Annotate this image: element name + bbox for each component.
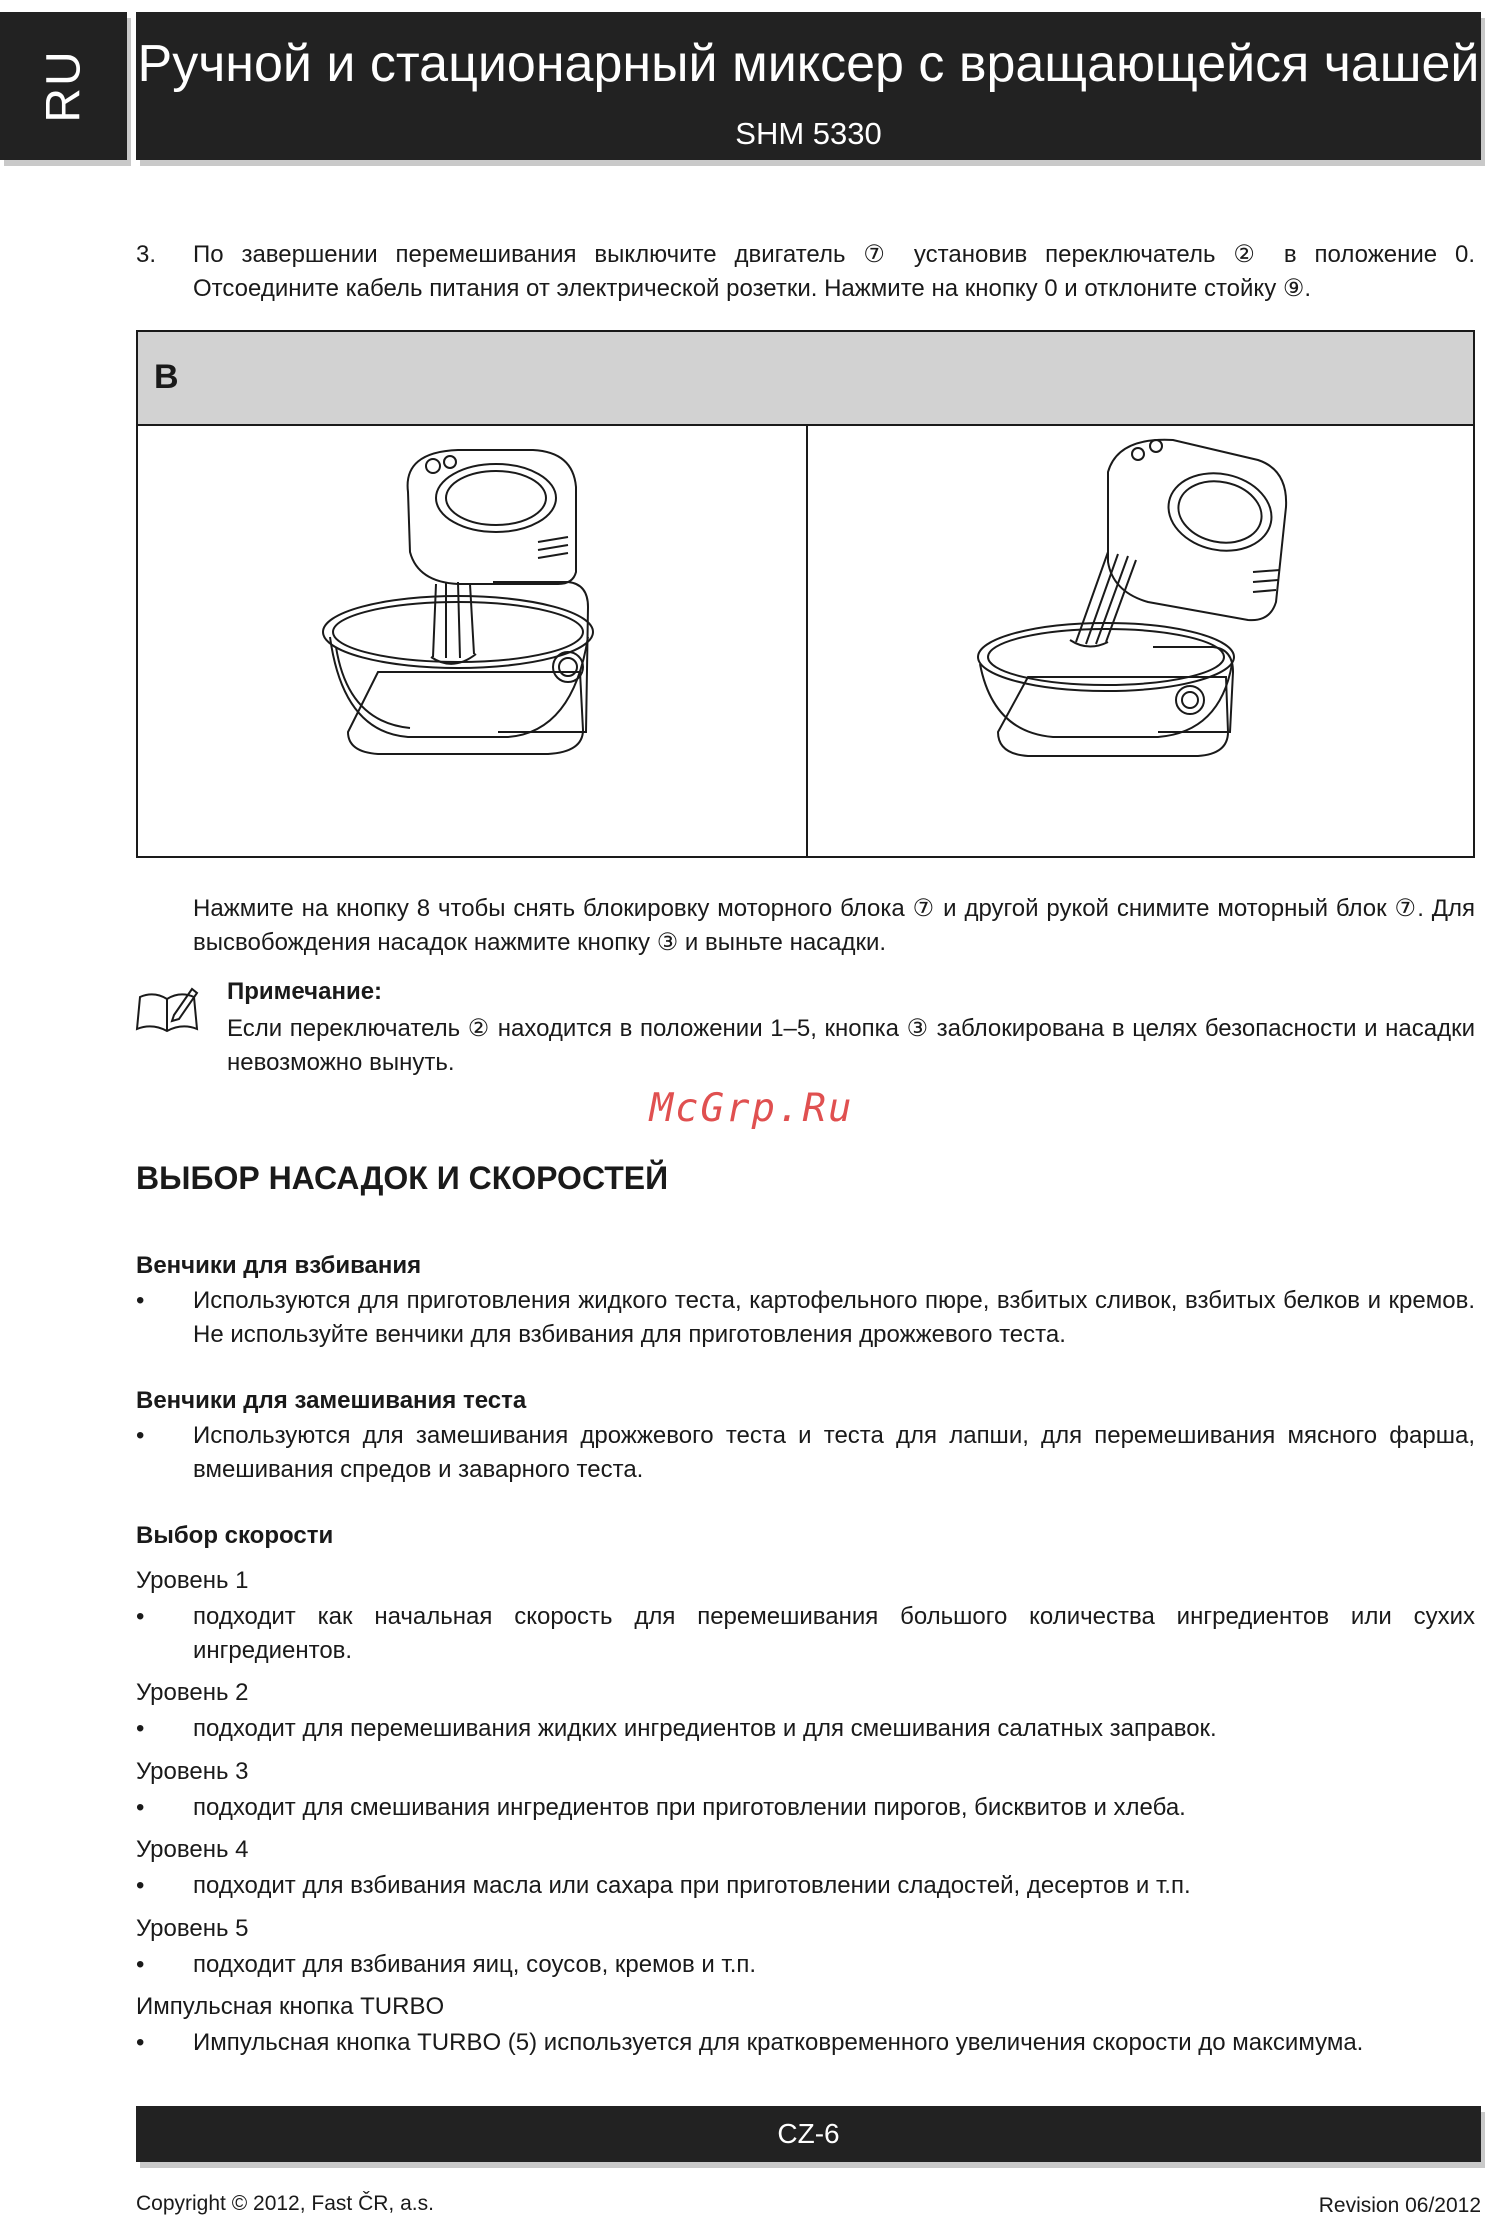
book-pencil-icon xyxy=(134,985,200,1035)
note-title: Примечание: xyxy=(227,978,383,1005)
level-3-name: Уровень 3 xyxy=(136,1758,249,1785)
bullet-dot: • xyxy=(136,1951,145,1978)
turbo-text: Импульсная кнопка TURBO (5) используется для кратковременного увеличения скорости до максимума. xyxy=(193,2029,1364,2056)
figure-label: B xyxy=(154,358,179,396)
speed-title: Выбор скорости xyxy=(136,1522,334,1549)
watermark: McGrp.Ru xyxy=(649,1086,854,1131)
level-2-name: Уровень 2 xyxy=(136,1679,249,1706)
level-3-text: подходит для смешивания ингредиентов при приготовлении пирогов, бисквитов и хлеба. xyxy=(193,1794,1186,1821)
bullet-dot: • xyxy=(136,1794,145,1821)
mixer-locked-illustration xyxy=(318,432,628,762)
step-3-text: По завершении перемешивания выключите двигатель ⑦ установив переключатель ② в положение 0. Отсоедините кабель питания от электрической розетки. Нажмите на кнопку 0 и отклоните стойку ⑨. xyxy=(193,241,1475,302)
step-number: 3. xyxy=(136,241,157,268)
level-5-text: подходит для взбивания яиц, соусов, кремов и т.п. xyxy=(193,1951,757,1978)
dough-hooks-text: Используются для замешивания дрожжевого теста и теста для лапши, для перемешивания мясного фарша, вмешивания спредов и заварного теста. xyxy=(193,1422,1475,1483)
level-4-text: подходит для взбивания масла или сахара при приготовлении сладостей, десертов и т.п. xyxy=(193,1872,1191,1899)
section-title: ВЫБОР НАСАДОК И СКОРОСТЕЙ xyxy=(136,1160,669,1196)
dough-hooks-title: Венчики для замешивания теста xyxy=(136,1387,527,1414)
bullet-dot: • xyxy=(136,1603,145,1630)
bullet-dot: • xyxy=(136,1287,145,1314)
bullet-dot: • xyxy=(136,2029,145,2056)
page-title: Ручной и стационарный миксер с вращающейся чашей xyxy=(137,35,1480,93)
remove-attachments-text: Нажмите на кнопку 8 чтобы снять блокировку моторного блока ⑦ и другой рукой снимите моторный блок ⑦. Для высвобождения насадок нажмите кнопку ③ и выньте насадки. xyxy=(193,895,1475,956)
note-text: Если переключатель ② находится в положении 1–5, кнопка ③ заблокирована в целях безопасности и насадки невозможно вынуть. xyxy=(227,1015,1475,1076)
model-number: SHM 5330 xyxy=(735,116,882,151)
turbo-name: Импульсная кнопка TURBO xyxy=(136,1993,445,2020)
whisks-title: Венчики для взбивания xyxy=(136,1252,422,1279)
whisks-text: Используются для приготовления жидкого теста, картофельного пюре, взбитых сливок, взбитых белков и кремов. Не используйте венчики для взбивания для приготовления дрожжевого теста. xyxy=(193,1287,1475,1348)
bullet-dot: • xyxy=(136,1422,145,1449)
level-5-name: Уровень 5 xyxy=(136,1915,249,1942)
mixer-tilted-illustration xyxy=(958,432,1298,762)
figure-label-bar xyxy=(138,332,1473,426)
language-tab xyxy=(0,12,127,160)
level-4-name: Уровень 4 xyxy=(136,1836,249,1863)
level-1-text: подходит как начальная скорость для перемешивания большого количества ингредиентов или сухих ингредиентов. xyxy=(193,1603,1475,1664)
figure-divider xyxy=(806,424,808,856)
header-bar xyxy=(136,12,1481,160)
page-number: CZ-6 xyxy=(777,2118,840,2149)
revision: Revision 06/2012 xyxy=(1318,2194,1481,2217)
bullet-dot: • xyxy=(136,1872,145,1899)
level-2-text: подходит для перемешивания жидких ингредиентов и для смешивания салатных заправок. xyxy=(193,1715,1217,1742)
figure-table xyxy=(136,330,1475,858)
bullet-dot: • xyxy=(136,1715,145,1742)
copyright: Copyright © 2012, Fast ČR, a.s. xyxy=(136,2192,434,2215)
level-1-name: Уровень 1 xyxy=(136,1567,249,1594)
footer-bar xyxy=(136,2106,1481,2162)
language-code: RU xyxy=(37,49,90,123)
